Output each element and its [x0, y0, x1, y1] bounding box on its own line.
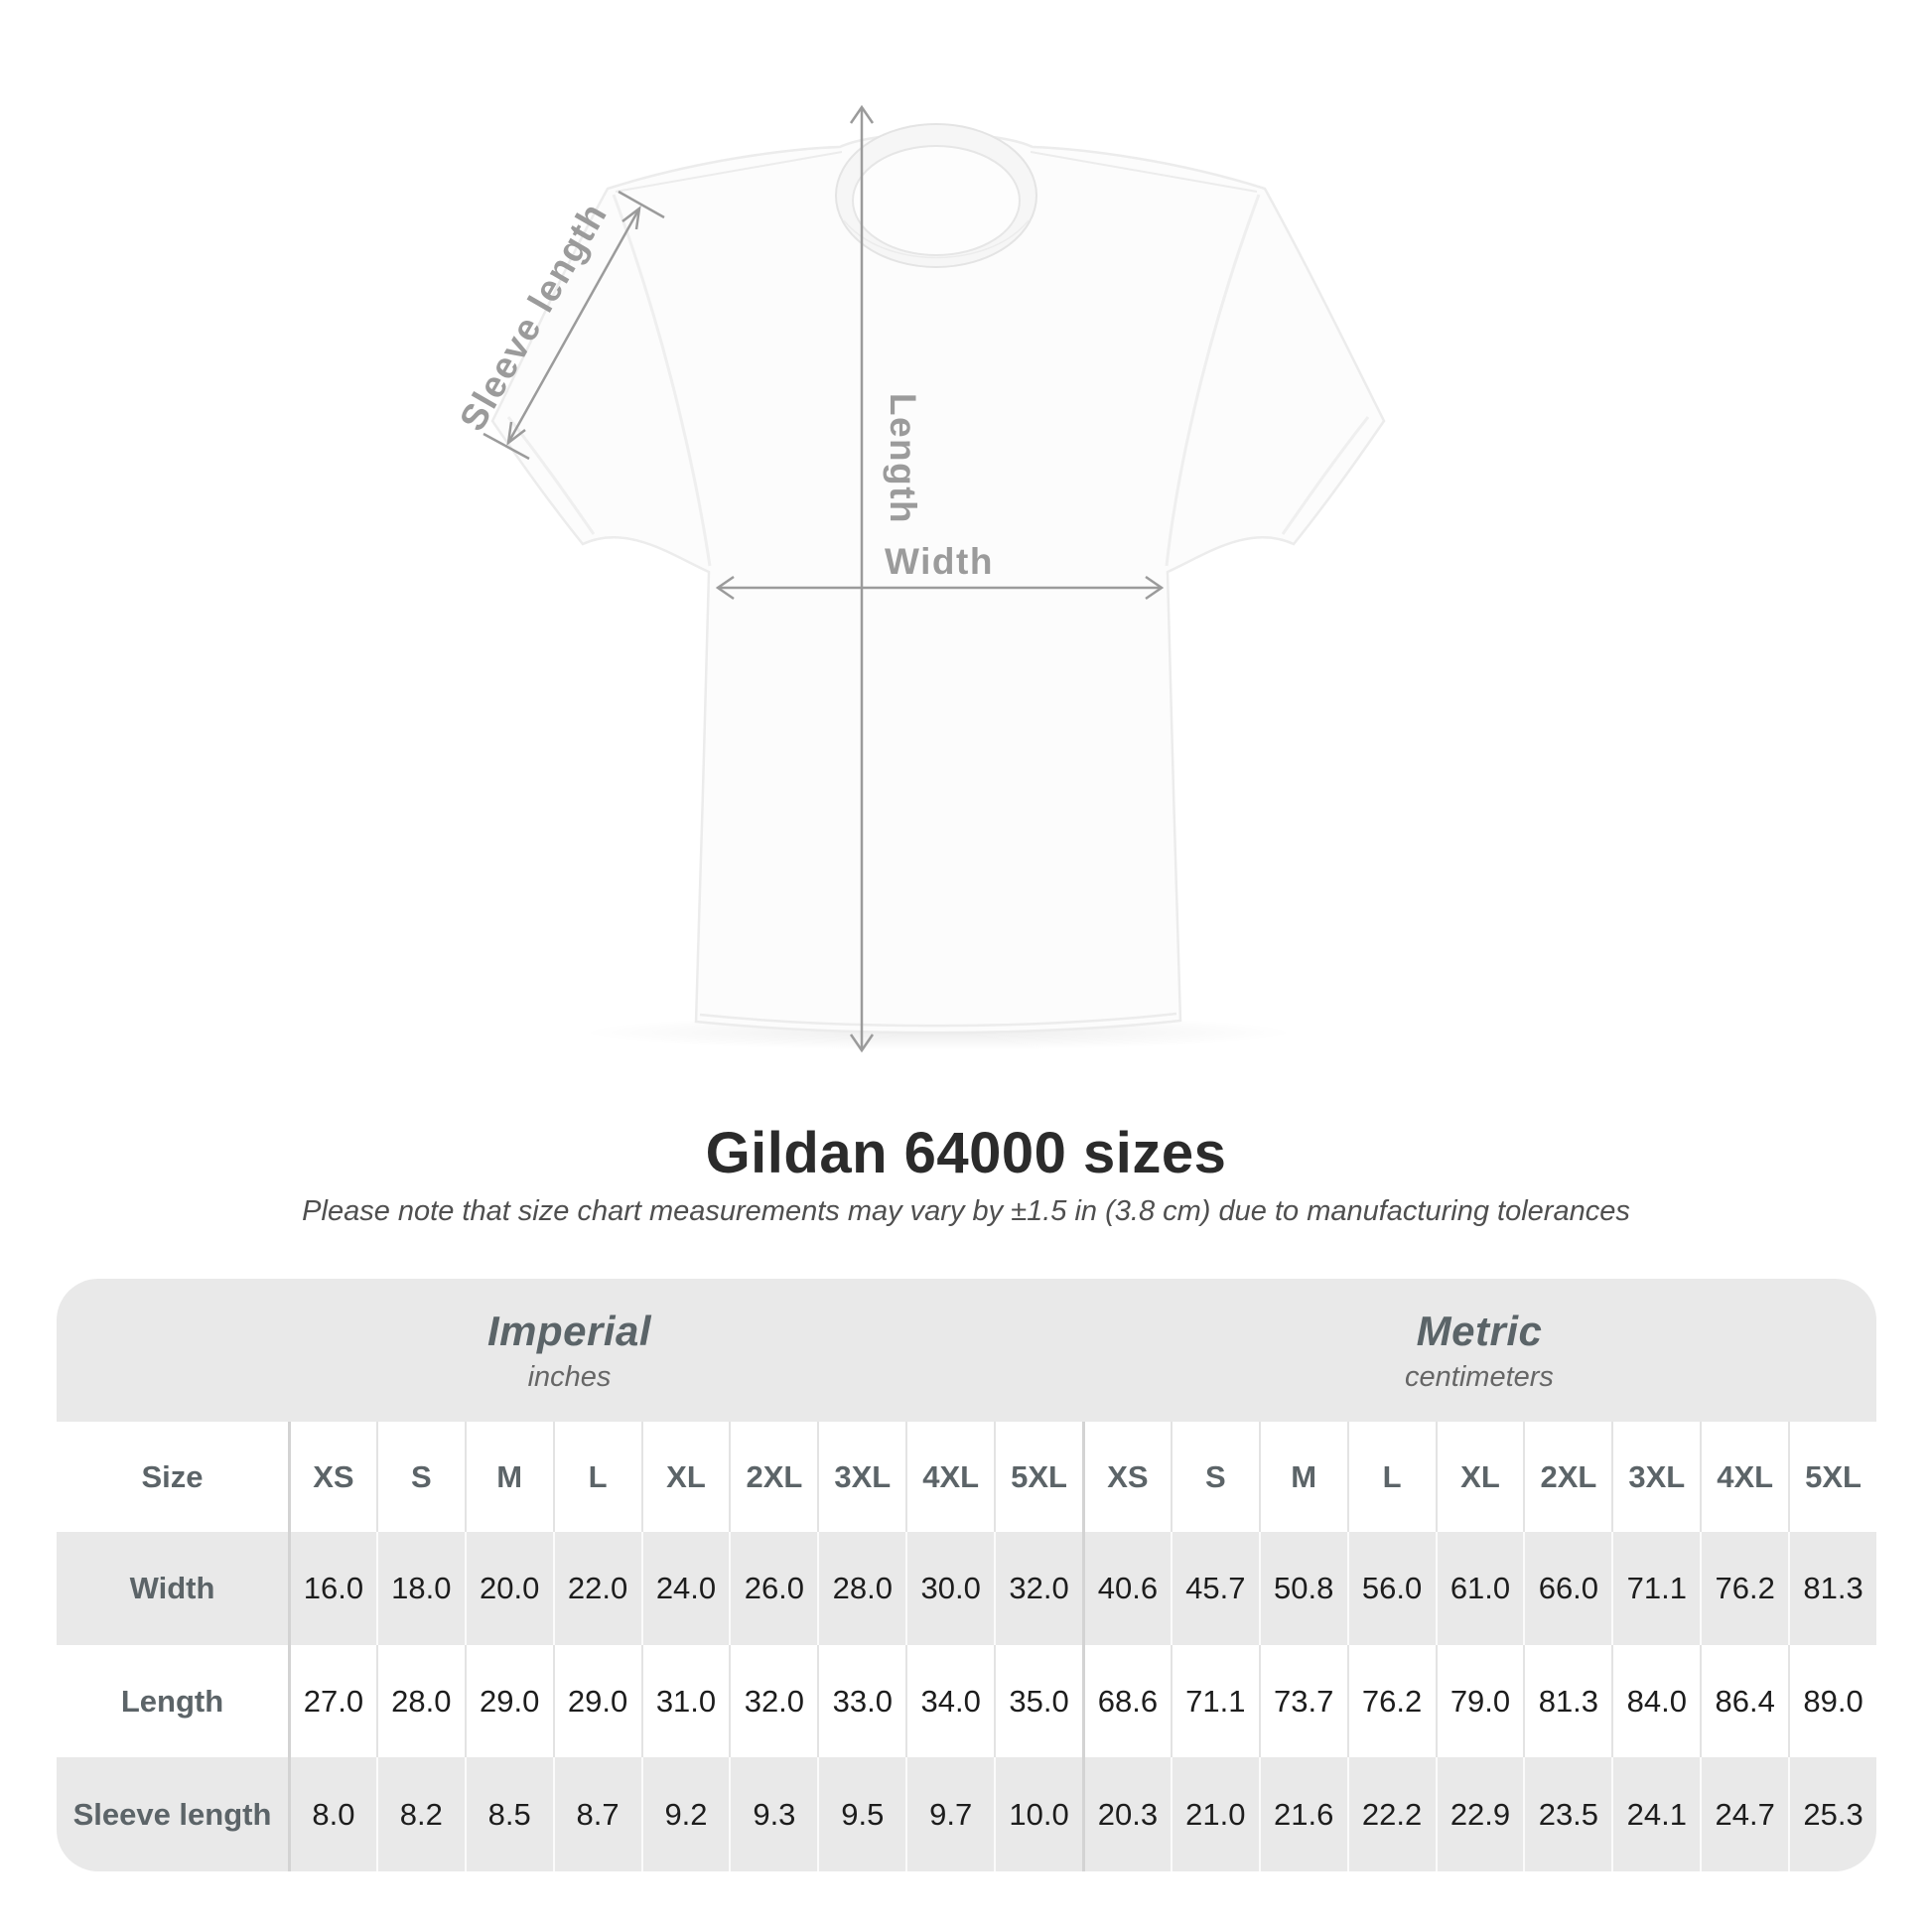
- size-header-cell: XS: [288, 1422, 376, 1532]
- value-cell: 9.3: [729, 1757, 817, 1871]
- metric-header: [1082, 1279, 1876, 1422]
- value-cell: 18.0: [376, 1532, 465, 1645]
- size-header-cell: XL: [1436, 1422, 1524, 1532]
- value-cell: 29.0: [553, 1645, 641, 1757]
- size-header-cell: 4XL: [1700, 1422, 1788, 1532]
- value-cell: 22.9: [1436, 1757, 1524, 1871]
- value-cell: 9.2: [641, 1757, 730, 1871]
- value-cell: 21.0: [1171, 1757, 1259, 1871]
- value-cell: 8.2: [376, 1757, 465, 1871]
- size-header-cell: 5XL: [1788, 1422, 1876, 1532]
- value-cell: 40.6: [1082, 1532, 1171, 1645]
- width-label: Width: [885, 541, 994, 582]
- row-label: Size: [141, 1458, 204, 1494]
- table-row-width: [57, 1532, 1876, 1645]
- value-cell: 9.5: [817, 1757, 905, 1871]
- value-cell: 34.0: [905, 1645, 994, 1757]
- value-cell: 10.0: [994, 1757, 1082, 1871]
- value-cell: 35.0: [994, 1645, 1082, 1757]
- size-header-cell: XL: [641, 1422, 730, 1532]
- value-cell: 29.0: [465, 1645, 553, 1757]
- metric-label: Metric: [1416, 1307, 1543, 1354]
- size-header-cell: XS: [1082, 1422, 1171, 1532]
- size-header-cell: M: [1259, 1422, 1347, 1532]
- size-header-cell: 3XL: [817, 1422, 905, 1532]
- value-cell: 25.3: [1788, 1757, 1876, 1871]
- size-header-cell: 2XL: [1523, 1422, 1611, 1532]
- size-header-cell: L: [553, 1422, 641, 1532]
- size-header-cell: 2XL: [729, 1422, 817, 1532]
- value-cell: 89.0: [1788, 1645, 1876, 1757]
- value-cell: 81.3: [1523, 1645, 1611, 1757]
- size-header-cell: 3XL: [1611, 1422, 1700, 1532]
- table-row-sleeve-length: [57, 1757, 1876, 1871]
- value-cell: 8.5: [465, 1757, 553, 1871]
- value-cell: 71.1: [1171, 1645, 1259, 1757]
- value-cell: 61.0: [1436, 1532, 1524, 1645]
- value-cell: 31.0: [641, 1645, 730, 1757]
- tolerance-note: Please note that size chart measurements may vary by ±1.5 in (3.8 cm) due to manufacturing tolerances: [302, 1195, 1630, 1227]
- value-cell: 23.5: [1523, 1757, 1611, 1871]
- value-cell: 22.0: [553, 1532, 641, 1645]
- value-cell: 28.0: [376, 1645, 465, 1757]
- table-row-size: [57, 1422, 1876, 1532]
- value-cell: 26.0: [729, 1532, 817, 1645]
- imperial-unit: inches: [527, 1360, 612, 1393]
- tshirt-body: [492, 134, 1384, 1034]
- value-cell: 24.0: [641, 1532, 730, 1645]
- value-cell: 24.1: [1611, 1757, 1700, 1871]
- row-label: Length: [120, 1683, 224, 1719]
- size-table-grid: [57, 1422, 1876, 1871]
- table-row-length: [57, 1645, 1876, 1757]
- value-cell: 56.0: [1347, 1532, 1436, 1645]
- value-cell: 79.0: [1436, 1645, 1524, 1757]
- unit-header-band: [57, 1279, 1876, 1422]
- size-chart-card: [57, 1279, 1876, 1871]
- size-header-cell: M: [465, 1422, 553, 1532]
- value-cell: 8.0: [288, 1757, 376, 1871]
- value-cell: 68.6: [1082, 1645, 1171, 1757]
- value-cell: 76.2: [1700, 1532, 1788, 1645]
- value-cell: 81.3: [1788, 1532, 1876, 1645]
- row-label: Sleeve length: [72, 1796, 272, 1832]
- value-cell: 50.8: [1259, 1532, 1347, 1645]
- value-cell: 16.0: [288, 1532, 376, 1645]
- size-header-cell: L: [1347, 1422, 1436, 1532]
- value-cell: 71.1: [1611, 1532, 1700, 1645]
- value-cell: 20.0: [465, 1532, 553, 1645]
- page-title: Gildan 64000 sizes: [705, 1121, 1227, 1185]
- imperial-header: [57, 1279, 1082, 1422]
- value-cell: 9.7: [905, 1757, 994, 1871]
- metric-unit: centimeters: [1405, 1360, 1554, 1393]
- value-cell: 27.0: [288, 1645, 376, 1757]
- value-cell: 28.0: [817, 1532, 905, 1645]
- value-cell: 30.0: [905, 1532, 994, 1645]
- size-header-cell: S: [1171, 1422, 1259, 1532]
- size-header-cell: S: [376, 1422, 465, 1532]
- value-cell: 86.4: [1700, 1645, 1788, 1757]
- value-cell: 22.2: [1347, 1757, 1436, 1871]
- value-cell: 66.0: [1523, 1532, 1611, 1645]
- sleeve-length-label: Sleeve length: [451, 195, 616, 438]
- value-cell: 73.7: [1259, 1645, 1347, 1757]
- value-cell: 8.7: [553, 1757, 641, 1871]
- value-cell: 45.7: [1171, 1532, 1259, 1645]
- size-header-cell: 4XL: [905, 1422, 994, 1532]
- value-cell: 84.0: [1611, 1645, 1700, 1757]
- value-cell: 24.7: [1700, 1757, 1788, 1871]
- row-label: Width: [129, 1571, 215, 1605]
- value-cell: 76.2: [1347, 1645, 1436, 1757]
- value-cell: 32.0: [729, 1645, 817, 1757]
- length-label: Length: [883, 392, 923, 525]
- tshirt-collar: [836, 124, 1036, 267]
- value-cell: 21.6: [1259, 1757, 1347, 1871]
- size-header-cell: 5XL: [994, 1422, 1082, 1532]
- value-cell: 20.3: [1082, 1757, 1171, 1871]
- value-cell: 33.0: [817, 1645, 905, 1757]
- imperial-label: Imperial: [486, 1307, 652, 1354]
- value-cell: 32.0: [994, 1532, 1082, 1645]
